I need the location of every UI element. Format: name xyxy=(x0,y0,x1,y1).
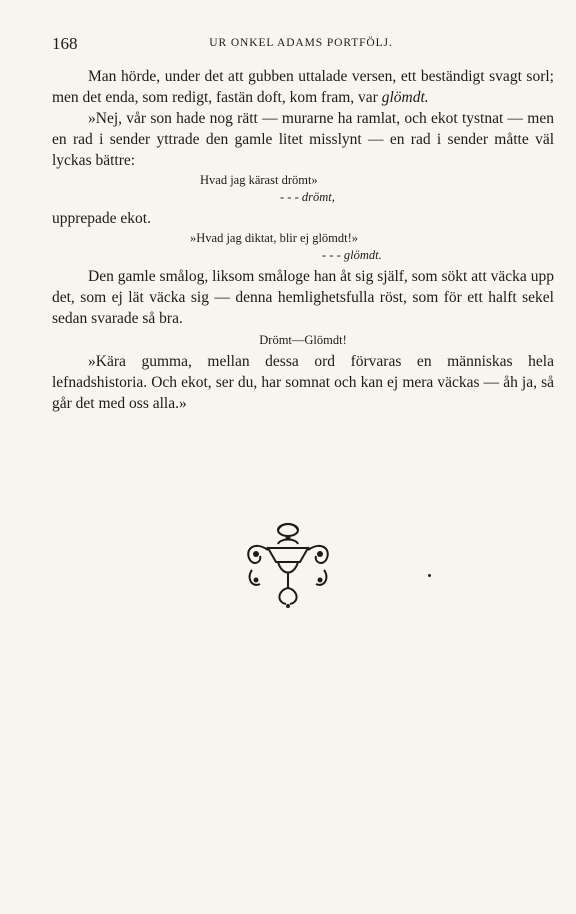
stray-ink-dot xyxy=(428,574,431,577)
verse-1-echo: drömt, xyxy=(301,190,335,204)
verse-1-line-1: Hvad jag kärast drömt» xyxy=(200,173,318,187)
centered-line: Drömt—Glömdt! xyxy=(259,333,347,347)
page-body xyxy=(52,66,554,414)
verse-quote-2 xyxy=(52,230,554,264)
paragraph-1 xyxy=(52,66,554,108)
verse-2-line-1: »Hvad jag diktat, blir ej glömdt!» xyxy=(190,231,359,245)
paragraph-5: »Kära gumma, mellan dessa ord förvaras en människas hela lefnadshistoria. Och ekot, ser du, har somnat och kan ej mera väckas — åh ja, så går det med oss alla.» xyxy=(52,353,554,412)
emphasis-glomdt: glömdt. xyxy=(381,89,429,106)
running-head: UR ONKEL ADAMS PORTFÖLJ. xyxy=(209,37,393,49)
paragraph-3: upprepade ekot. xyxy=(52,210,151,227)
page-number: 168 xyxy=(52,34,78,53)
verse-2-dashes: - - - xyxy=(322,248,341,262)
paragraph-1-text: Man hörde, under det att gubben uttalade versen, ett beständigt svagt sorl; men det enda, som redigt, fastän doft, kom fram, var xyxy=(52,68,554,106)
verse-2-echo: glömdt. xyxy=(343,248,382,262)
verse-1-line-2 xyxy=(52,189,554,206)
page-header xyxy=(52,34,550,54)
paragraph-2: »Nej, vår son hade nog rätt — murarne ha ramlat, och ekot tystnat — men en rad i sender yttrade den gamle litet misslynt — en rad i sender måtte väl lyckas bättre: xyxy=(52,110,554,169)
verse-quote-1 xyxy=(52,172,554,206)
verse-1-dashes: - - - xyxy=(280,190,299,204)
paragraph-4: Den gamle smålog, liksom småloge han åt sig själf, som sökt att väcka upp det, som ej lät väcka sig — denna hemlighetsfulla röst, som för ett halft sekel sedan svarade så bra. xyxy=(52,268,554,327)
verse-2-line-2 xyxy=(52,247,554,264)
ornament-vignette xyxy=(238,518,338,610)
